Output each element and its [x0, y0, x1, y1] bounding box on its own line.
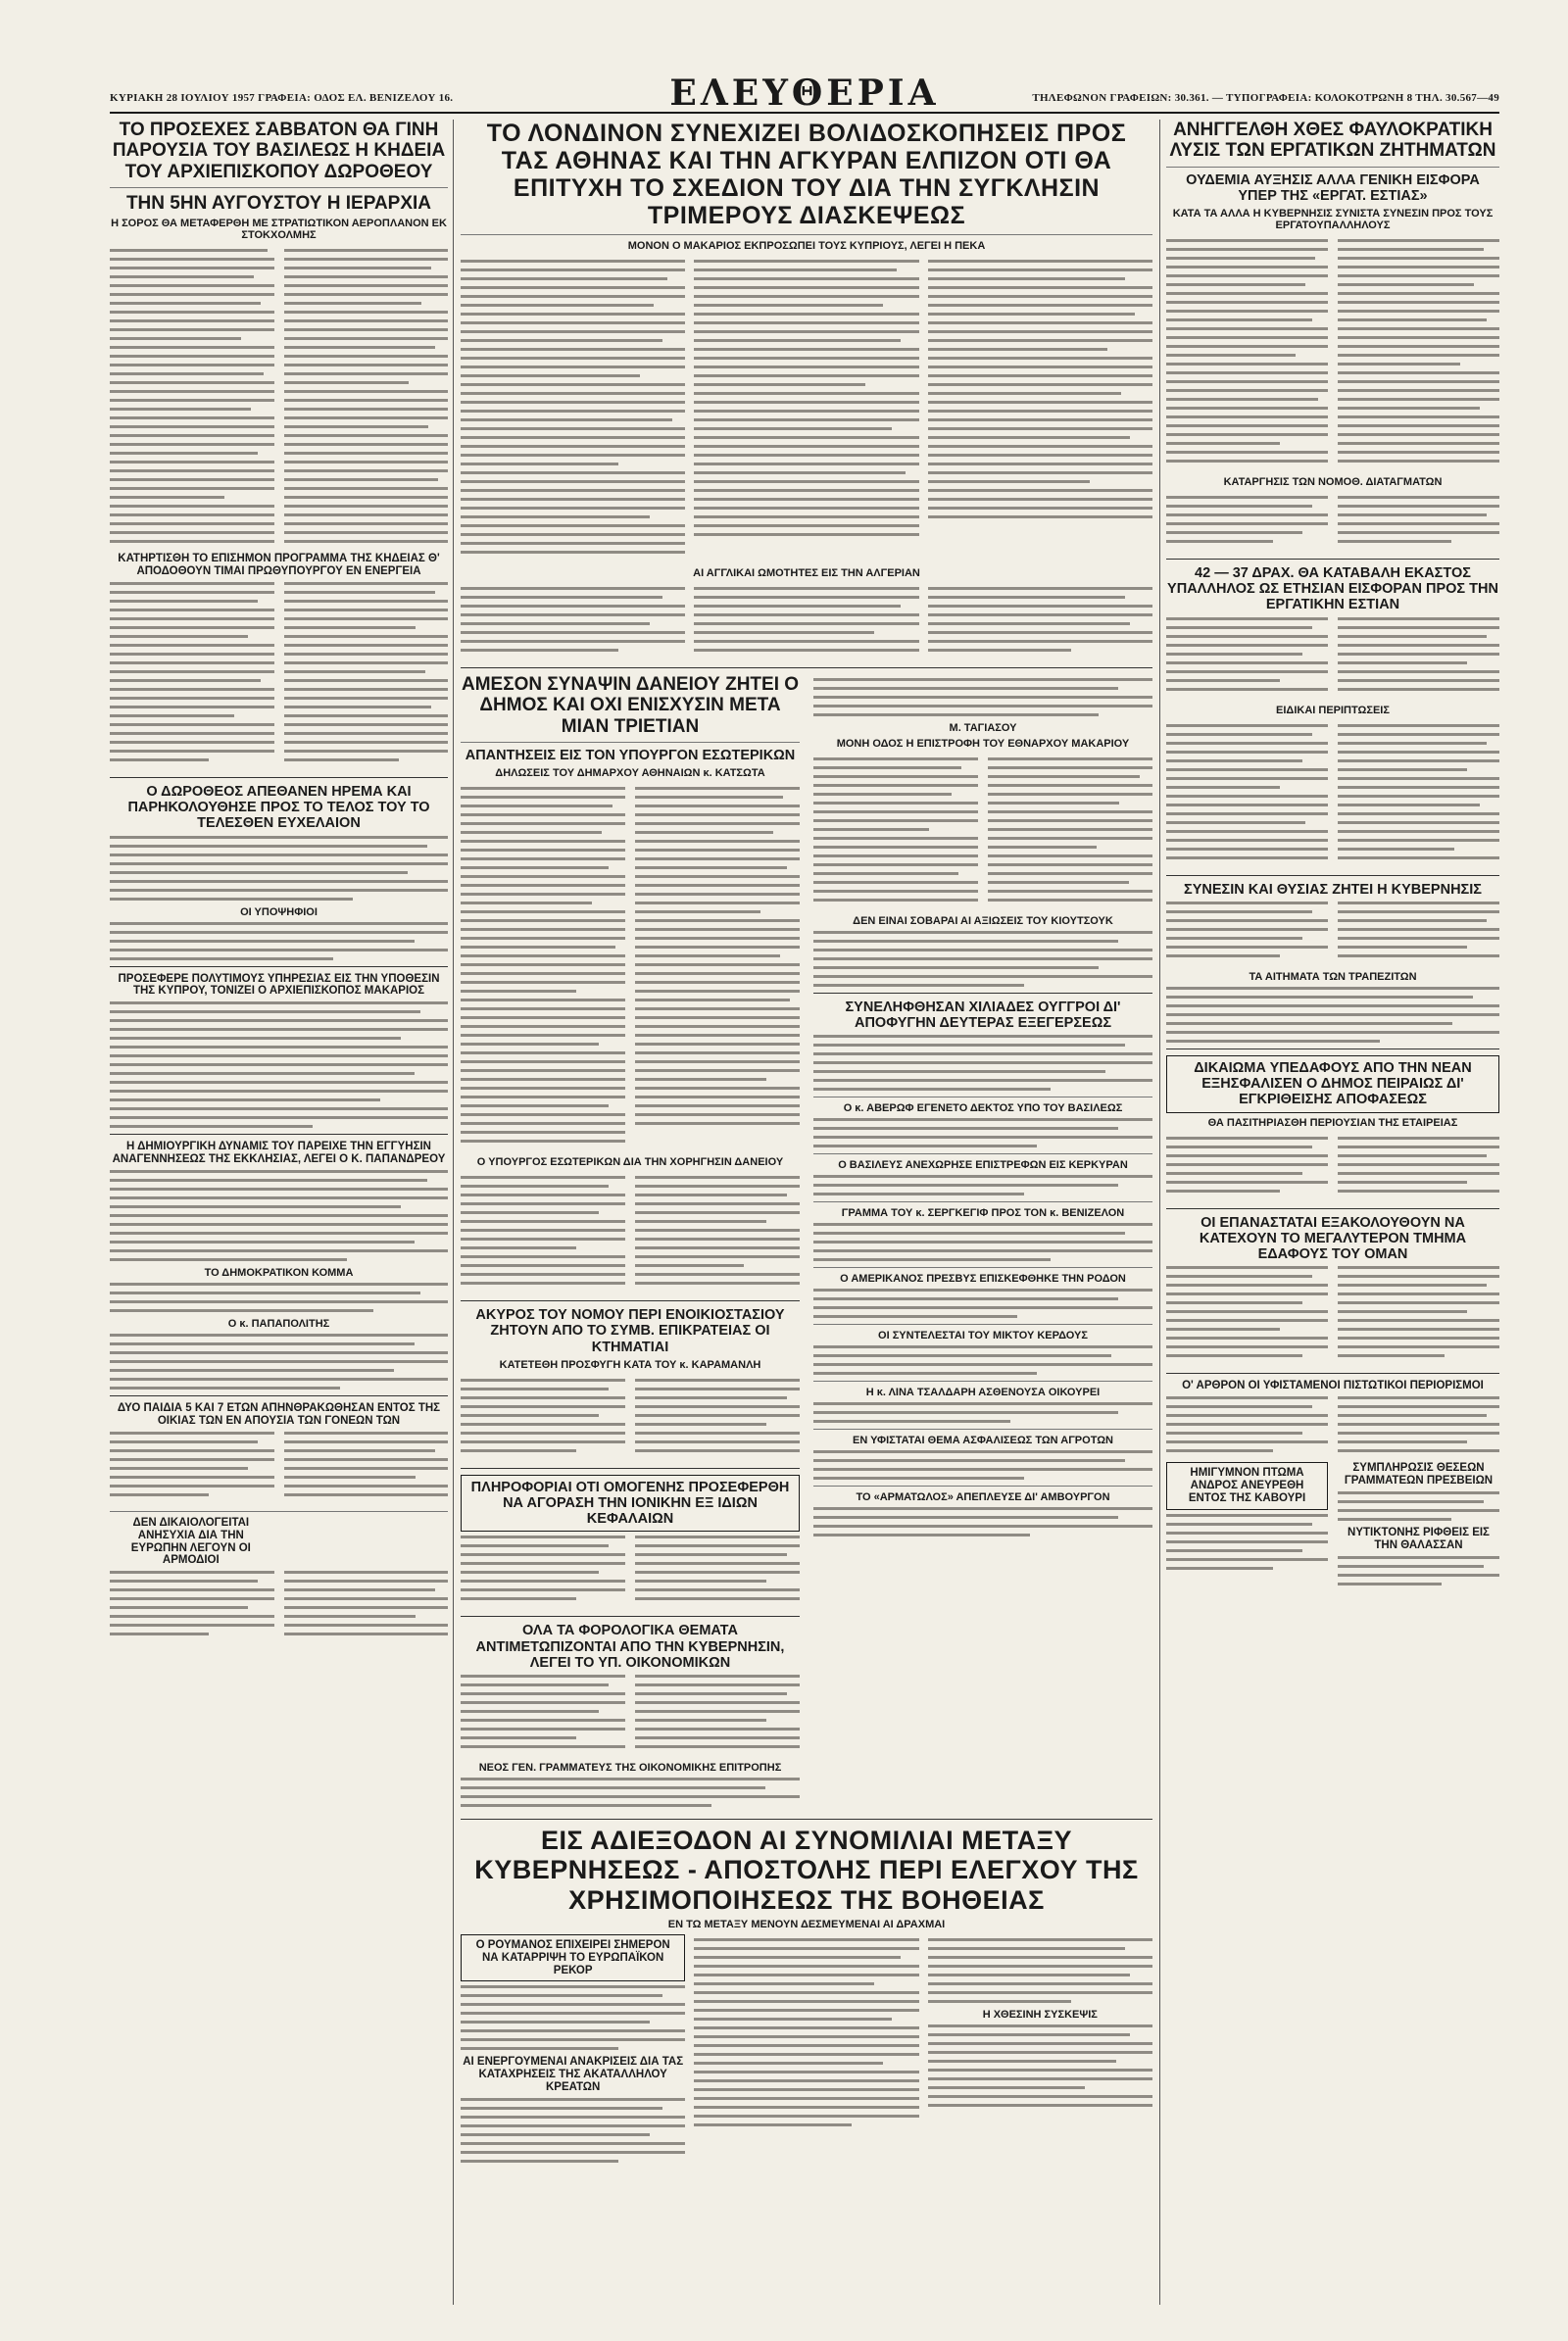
article-body — [928, 587, 1152, 658]
article-body — [110, 1170, 448, 1261]
article-body — [635, 1536, 800, 1606]
article-subhead: ΤΟ ΔΗΜΟΚΡΑΤΙΚΟΝ ΚΟΜΜΑ — [204, 1267, 354, 1280]
article-headline: ΣΥΝΕΛΗΦΘΗΣΑΝ ΧΙΛΙΑΔΕΣ ΟΥΓΓΡΟΙ ΔΙ' ΑΠΟΦΥΓΗΝ ΔΕΥΤΕΡΑΣ ΕΞΕΓΕΡΣΕΩΣ — [845, 1000, 1121, 1032]
byline: Μ. ΤΑΓΙΑΣΟΥ — [949, 722, 1017, 734]
article-headline: ΣΥΜΠΛΗΡΩΣΙΣ ΘΕΣΕΩΝ ΓΡΑΜΜΑΤΕΩΝ ΠΡΕΣΒΕΙΩΝ — [1344, 1462, 1494, 1488]
article-headline: ΚΑΤΗΡΤΙΣΘΗ ΤΟ ΕΠΙΣΗΜΟΝ ΠΡΟΓΡΑΜΜΑ ΤΗΣ ΚΗΔΕΙΑΣ Θ' ΑΠΟΔΟΘΟΥΝ ΤΙΜΑΙ ΠΡΩΘΥΠΟΥΡΓΟΥ ΕΝ ΕΝΕΡΓΕΙΑ — [118, 553, 440, 577]
article-subheadline: ΟΥΔΕΜΙΑ ΑΥΞΗΣΙΣ ΑΛΛΑ ΓΕΝΙΚΗ ΕΙΣΦΟΡΑ ΥΠΕΡ ΤΗΣ «ΕΡΓΑΤ. ΕΣΤΙΑΣ» — [1186, 171, 1480, 204]
rent-deck: ΚΑΤΕΤΕΘΗ ΠΡΟΣΦΥΓΗ ΚΑΤΑ ΤΟΥ κ. ΚΑΡΑΜΑΝΛΗ — [499, 1358, 761, 1371]
rent-headline: ΑΚΥΡΟΣ ΤΟΥ ΝΟΜΟΥ ΠΕΡΙ ΕΝΟΙΚΙΟΣΤΑΣΙΟΥ ΖΗΤΟΥΝ ΑΠΟ ΤΟ ΣΥΜΒ. ΕΠΙΚΡΑΤΕΙΑΣ ΟΙ ΚΤΗΜΑΤΙΑΙ — [475, 1307, 785, 1355]
article-body — [284, 1432, 449, 1502]
ionian-headline: ΠΛΗΡΟΦΟΡΙΑΙ ΟΤΙ ΟΜΟΓΕΝΗΣ ΠΡΟΣΕΦΕΡΘΗ ΝΑ ΑΓΟΡΑΣΗ ΤΗΝ ΙΟΝΙΚΗΝ ΕΞ ΙΔΙΩΝ ΚΕΦΑΛΑΙΩΝ — [461, 1475, 800, 1533]
article-body — [1166, 239, 1328, 468]
article-body — [813, 1035, 1152, 1091]
article-body — [813, 757, 978, 907]
main-headline: ΤΟ ΛΟΝΔΙΝΟΝ ΣΥΝΕΧΙΖΕΙ ΒΟΛΙΔΟΣΚΟΠΗΣΕΙΣ ΠΡΟΣ ΤΑΣ ΑΘΗΝΑΣ ΚΑΙ ΤΗΝ ΑΓΚΥΡΑΝ ΕΛΠΙΖΟΝ ΟΤΙ ΘΑ ΕΠΙΤΥΧΗ ΤΟ ΣΧΕΔΙΟΝ ΤΟΥ ΔΙΑ ΤΗΝ ΣΥΓΚΛΗΣΙΝ ΤΡΙΜΕΡΟΥΣ ΔΙΑΣΚΕΨΕΩΣ — [486, 120, 1127, 229]
article-body — [284, 582, 449, 767]
article-body — [1166, 1137, 1328, 1198]
article-body — [1338, 1137, 1499, 1198]
article-subhead: Ο κ. ΑΒΕΡΩΦ ΕΓΕΝΕΤΟ ΔΕΚΤΟΣ ΥΠΟ ΤΟΥ ΒΑΣΙΛΕΩΣ — [843, 1102, 1123, 1115]
column-center-right — [813, 674, 1152, 1813]
article-deck: ΚΑΤΑ ΤΑ ΑΛΛΑ Η ΚΥΒΕΡΝΗΣΙΣ ΣΥΝΙΣΤΑ ΣΥΝΕΣΙΝ ΠΡΟΣ ΤΟΥΣ ΕΡΓΑΤΟΥΠΑΛΛΗΛΟΥΣ — [1172, 208, 1494, 231]
article-body — [694, 1938, 918, 2165]
article-body — [1166, 1266, 1328, 1363]
article-body — [928, 1938, 1152, 2003]
record-headline: Ο ΡΟΥΜΑΝΟΣ ΕΠΙΧΕΙΡΕΙ ΣΗΜΕΡΟΝ ΝΑ ΚΑΤΑΡΡΙΨΗ ΤΟ ΕΥΡΩΠΑΪΚΟΝ ΡΕΚΟΡ — [461, 1934, 685, 1982]
article-body — [284, 249, 449, 549]
article-body — [813, 1450, 1152, 1480]
article-headline: ΝΥΤΙΚΤΟΝΗΣ ΡΙΦΘΕΙΣ ΕΙΣ ΤΗΝ ΘΑΛΑΣΣΑΝ — [1348, 1526, 1490, 1551]
article-body — [1338, 724, 1499, 865]
article-body — [635, 1176, 800, 1291]
article-body — [1166, 987, 1499, 1043]
article-subhead: Ο ΒΑΣΙΛΕΥΣ ΑΝΕΧΩΡΗΣΕ ΕΠΙΣΤΡΕΦΩΝ ΕΙΣ ΚΕΡΚΥΡΑΝ — [838, 1159, 1128, 1172]
article-body — [1338, 902, 1499, 963]
article-subhead: ΤΑ ΑΙΤΗΜΑΤΑ ΤΩΝ ΤΡΑΠΕΖΙΤΩΝ — [1249, 970, 1417, 983]
column-right — [1166, 120, 1499, 2305]
article-subhead: ΝΕΟΣ ΓΕΝ. ΓΡΑΜΜΑΤΕΥΣ ΤΗΣ ΟΙΚΟΝΟΜΙΚΗΣ ΕΠΙΤΡΟΠΗΣ — [478, 1762, 782, 1775]
article-body — [635, 1675, 800, 1754]
article-body — [461, 1536, 625, 1606]
article-subhead: ΔΕΝ ΕΙΝΑΙ ΣΟΒΑΡΑΙ ΑΙ ΑΞΙΩΣΕΙΣ ΤΟΥ ΚΙΟΥΤΣΟΥΚ — [853, 915, 1113, 927]
article-body — [284, 1571, 449, 1641]
article-body — [1338, 239, 1499, 468]
article-subhead: Η ΧΘΕΣΙΝΗ ΣΥΣΚΕΨΙΣ — [982, 2008, 1098, 2021]
article-body — [461, 1778, 800, 1807]
article-subhead: ΕΙΔΙΚΑΙ ΠΕΡΙΠΤΩΣΕΙΣ — [1276, 704, 1390, 716]
article-body — [110, 1571, 274, 1641]
article-body — [110, 582, 274, 767]
loan-subheadline: ΑΠΑΝΤΗΣΕΙΣ ΕΙΣ ΤΟΝ ΥΠΟΥΡΓΟΝ ΕΣΩΤΕΡΙΚΩΝ — [465, 747, 796, 763]
column-rule — [453, 120, 454, 2305]
main-deck: ΜΟΝΟΝ Ο ΜΑΚΑΡΙΟΣ ΕΚΠΡΟΣΩΠΕΙ ΤΟΥΣ ΚΥΠΡΙΟΥΣ, ΛΕΓΕΙ Η ΠΕΚΑ — [627, 240, 986, 252]
article-body — [635, 1379, 800, 1458]
article-body — [461, 1176, 625, 1291]
article-body — [694, 587, 918, 658]
article-body — [461, 1379, 625, 1458]
article-body — [813, 1402, 1152, 1423]
article-headline: ΟΙ ΕΠΑΝΑΣΤΑΤΑΙ ΕΞΑΚΟΛΟΥΘΟΥΝ ΝΑ ΚΑΤΕΧΟΥΝ ΤΟ ΜΕΓΑΛΥΤΕΡΟΝ ΤΜΗΜΑ ΕΔΑΦΟΥΣ ΤΟΥ ΟΜΑΝ — [1199, 1214, 1467, 1263]
article-body — [110, 1334, 448, 1390]
article-body — [813, 931, 1152, 987]
article-body — [1338, 1396, 1499, 1458]
article-body — [928, 2024, 1152, 2107]
masthead-date-address: ΚΥΡΙΑΚΗ 28 ΙΟΥΛΙΟΥ 1957 ΓΡΑΦΕΙΑ: ΟΔΟΣ ΕΛ. ΒΕΝΙΖΕΛΟΥ 16. — [110, 92, 454, 104]
lead-deck: Η ΣΟΡΟΣ ΘΑ ΜΕΤΑΦΕΡΘΗ ΜΕ ΣΤΡΑΤΙΩΤΙΚΟΝ ΑΕΡΟΠΛΑΝΟΝ ΕΚ ΣΤΟΚΧΟΛΜΗΣ — [111, 218, 447, 242]
article-body — [1338, 1266, 1499, 1363]
article-body — [461, 2098, 685, 2163]
article-subhead: ΟΙ ΣΥΝΤΕΛΕΣΤΑΙ ΤΟΥ ΜΙΚΤΟΥ ΚΕΡΔΟΥΣ — [878, 1330, 1088, 1342]
article-subhead: Ο ΥΠΟΥΡΓΟΣ ΕΣΩΤΕΡΙΚΩΝ ΔΙΑ ΤΗΝ ΧΟΡΗΓΗΣΙΝ ΔΑΝΕΙΟΥ — [476, 1156, 784, 1169]
article-subhead: Η κ. ΛΙΝΑ ΤΣΑΛΔΑΡΗ ΑΣΘΕΝΟΥΣΑ ΟΙΚΟΥΡΕΙ — [865, 1387, 1101, 1399]
article-headline: ΗΜΙΓΥΜΝΟΝ ΠΤΩΜΑ ΑΝΔΡΟΣ ΑΝΕΥΡΕΘΗ ΕΝΤΟΣ ΤΗΣ ΚΑΒΟΥΡΙ — [1166, 1462, 1328, 1510]
article-body — [813, 1345, 1152, 1375]
article-deck: ΘΑ ΠΑΣΙΤΗΡΙΑΣΘΗ ΠΕΡΙΟΥΣΙΑΝ ΤΗΣ ΕΤΑΙΡΕΙΑΣ — [1207, 1116, 1458, 1129]
center-spread — [461, 120, 1152, 2305]
article-body — [461, 260, 685, 560]
article-body — [988, 757, 1152, 907]
article-headline: ΑΝΗΓΓΕΛΘΗ ΧΘΕΣ ΦΑΥΛΟΚΡΑΤΙΚΗ ΛΥΣΙΣ ΤΩΝ ΕΡΓΑΤΙΚΩΝ ΖΗΤΗΜΑΤΩΝ — [1169, 120, 1496, 162]
loan-deck: ΔΗΛΩΣΕΙΣ ΤΟΥ ΔΗΜΑΡΧΟΥ ΑΘΗΝΑΙΩΝ κ. ΚΑΤΣΩΤΑ — [495, 767, 765, 780]
article-body — [635, 787, 800, 1148]
tax-headline: ΟΛΑ ΤΑ ΦΟΡΟΛΟΓΙΚΑ ΘΕΜΑΤΑ ΑΝΤΙΜΕΤΩΠΙΖΟΝΤΑΙ ΑΠΟ ΤΗΝ ΚΥΒΕΡΝΗΣΙΝ, ΛΕΓΕΙ ΤΟ ΥΠ. ΟΙΚΟΝΟΜΙΚΩΝ — [475, 1623, 785, 1671]
article-subhead: ΟΙ ΥΠΟΨΗΦΙΟΙ — [240, 905, 318, 918]
article-body — [813, 1289, 1152, 1318]
article-headline: ΠΡΟΣΕΦΕΡΕ ΠΟΛΥΤΙΜΟΥΣ ΥΠΗΡΕΣΙΑΣ ΕΙΣ ΤΗΝ ΥΠΟΘΕΣΙΝ ΤΗΣ ΚΥΠΡΟΥ, ΤΟΝΙΖΕΙ Ο ΑΡΧΙΕΠΙΣΚΟΠΟΣ ΜΑΚΑΡΙΟΣ — [118, 972, 440, 998]
article-headline: ΔΥΟ ΠΑΙΔΙΑ 5 ΚΑΙ 7 ΕΤΩΝ ΑΠΗΝΘΡΑΚΩΘΗΣΑΝ ΕΝΤΟΣ ΤΗΣ ΟΙΚΙΑΣ ΤΩΝ ΕΝ ΑΠΟΥΣΙΑ ΤΩΝ ΓΟΝΕΩΝ ΤΩΝ — [117, 1402, 441, 1427]
aid-headline: ΕΙΣ ΑΔΙΕΞΟΔΟΝ ΑΙ ΣΥΝΟΜΙΛΙΑΙ ΜΕΤΑΞΥ ΚΥΒΕΡΝΗΣΕΩΣ - ΑΠΟΣΤΟΛΗΣ ΠΕΡΙ ΕΛΕΓΧΟΥ ΤΗΣ ΧΡΗΣΙΜΟΠΟΙΗΣΕΩΣ ΤΗΣ ΒΟΗΘΕΙΑΣ — [474, 1826, 1139, 1915]
column-rule — [1159, 120, 1160, 2305]
article-body — [813, 1507, 1152, 1536]
article-body — [110, 1432, 274, 1502]
article-body — [1338, 1491, 1499, 1521]
lead-headline: ΤΟ ΠΡΟΣΕΧΕΣ ΣΑΒΒΑΤΟΝ ΘΑ ΓΙΝΗ ΠΑΡΟΥΣΙΑ ΤΟΥ ΒΑΣΙΛΕΩΣ Η ΚΗΔΕΙΑ ΤΟΥ ΑΡΧΙΕΠΙΣΚΟΠΟΥ ΔΩΡΟΘΕΟΥ — [112, 120, 446, 182]
article-body — [1166, 496, 1328, 549]
newspaper-title: ΕΛΕΥΘΕΡΙΑ — [669, 73, 940, 114]
article-headline: Η ΔΗΜΙΟΥΡΓΙΚΗ ΔΥΝΑΜΙΣ ΤΟΥ ΠΑΡΕΙΧΕ ΤΗΝ ΕΓΓΥΗΣΙΝ ΑΝΑΓΕΝΝΗΣΕΩΣ ΤΗΣ ΕΚΚΛΗΣΙΑΣ, ΛΕΓΕΙ Ο Κ. ΠΑΠΑΝΔΡΕΟΥ — [112, 1141, 446, 1166]
article-body — [110, 1001, 448, 1128]
loan-headline: ΑΜΕΣΟΝ ΣΥΝΑΨΙΝ ΔΑΝΕΙΟΥ ΖΗΤΕΙ Ο ΔΗΜΟΣ ΚΑΙ ΟΧΙ ΕΝΙΣΧΥΣΙΝ ΜΕΤΑ ΜΙΑΝ ΤΡΙΕΤΙΑΝ — [461, 674, 800, 737]
article-body — [1338, 496, 1499, 549]
article-body — [1338, 1556, 1499, 1585]
article-headline: ΔΕΝ ΔΙΚΑΙΟΛΟΓΕΙΤΑΙ ΑΝΗΣΥΧΙΑ ΔΙΑ ΤΗΝ ΕΥΡΩΠΗΝ ΛΕΓΟΥΝ ΟΙ ΑΡΜΟΔΙΟΙ — [130, 1516, 251, 1567]
masthead — [110, 73, 1499, 114]
article-subhead: ΓΡΑΜΜΑ ΤΟΥ κ. ΣΕΡΓΚΕΓΙΦ ΠΡΟΣ ΤΟΝ κ. ΒΕΝΙΖΕΛΟΝ — [841, 1207, 1125, 1220]
article-headline: ΑΙ ΕΝΕΡΓΟΥΜΕΝΑΙ ΑΝΑΚΡΙΣΕΙΣ ΔΙΑ ΤΑΣ ΚΑΤΑΧΡΗΣΕΙΣ ΤΗΣ ΑΚΑΤΑΛΛΗΛΟΥ ΚΡΕΑΤΩΝ — [463, 2056, 684, 2094]
article-subhead: ΜΟΝΗ ΟΔΟΣ Η ΕΠΙΣΤΡΟΦΗ ΤΟΥ ΕΘΝΑΡΧΟΥ ΜΑΚΑΡΙΟΥ — [836, 738, 1130, 750]
article-headline: ΣΥΝΕΣΙΝ ΚΑΙ ΘΥΣΙΑΣ ΖΗΤΕΙ Η ΚΥΒΕΡΝΗΣΙΣ — [1184, 881, 1482, 898]
article-body — [1166, 1396, 1328, 1458]
article-body — [928, 260, 1152, 560]
article-body — [110, 249, 274, 549]
article-body — [1338, 617, 1499, 697]
article-headline: Ο' ΑΡΘΡΟΝ ΟΙ ΥΦΙΣΤΑΜΕΝΟΙ ΠΙΣΤΩΤΙΚΟΙ ΠΕΡΙΟΡΙΣΜΟΙ — [1182, 1380, 1484, 1392]
column-left — [110, 120, 448, 2305]
article-subhead: ΑΙ ΑΓΓΛΙΚΑΙ ΩΜΟΤΗΤΕΣ ΕΙΣ ΤΗΝ ΑΛΓΕΡΙΑΝ — [693, 567, 920, 579]
article-body — [813, 1118, 1152, 1147]
article-body — [110, 1283, 448, 1312]
article-subhead: ΤΟ «ΑΡΜΑΤΩΛΟΣ» ΑΠΕΠΛΕΥΣΕ ΔΙ' ΑΜΒΟΥΡΓΟΝ — [856, 1491, 1110, 1504]
article-body — [1166, 724, 1328, 865]
article-subhead: ΕΝ ΥΦΙΣΤΑΤΑΙ ΘΕΜΑ ΑΣΦΑΛΙΣΕΩΣ ΤΩΝ ΑΓΡΟΤΩΝ — [853, 1435, 1113, 1447]
article-body — [461, 1675, 625, 1754]
article-subhead: ΚΑΤΑΡΓΗΣΙΣ ΤΩΝ ΝΟΜΟΘ. ΔΙΑΤΑΓΜΑΤΩΝ — [1223, 476, 1443, 488]
article-body — [461, 787, 625, 1148]
masthead-phones: ΤΗΛΕΦΩΝΟΝ ΓΡΑΦΕΙΩΝ: 30.361. — ΤΥΠΟΓΡΑΦΕΙΑ: ΚΟΛΟΚΟΤΡΩΝΗ 8 ΤΗΛ. 30.567—49 — [1032, 92, 1499, 104]
article-subhead: Ο κ. ΠΑΠΑΠΟΛΙΤΗΣ — [227, 1318, 330, 1331]
article-body — [110, 922, 448, 960]
article-body — [1166, 1514, 1328, 1570]
article-body — [813, 678, 1152, 716]
article-body — [1166, 902, 1328, 963]
article-body — [813, 1175, 1152, 1195]
article-body — [813, 1223, 1152, 1261]
article-body — [461, 1985, 685, 2050]
article-subhead: Ο ΑΜΕΡΙΚΑΝΟΣ ΠΡΕΣΒΥΣ ΕΠΙΣΚΕΦΘΗΚΕ ΤΗΝ ΡΟΔΟΝ — [840, 1273, 1126, 1286]
article-body — [694, 260, 918, 560]
article-body — [461, 587, 685, 658]
aid-deck: ΕΝ ΤΩ ΜΕΤΑΞΥ ΜΕΝΟΥΝ ΔΕΣΜΕΥΜΕΝΑΙ ΑΙ ΔΡΑΧΜΑΙ — [667, 1918, 946, 1930]
article-body — [110, 836, 448, 901]
article-headline: 42 — 37 ΔΡΑΧ. ΘΑ ΚΑΤΑΒΑΛΗ ΕΚΑΣΤΟΣ ΥΠΑΛΛΗΛΟΣ ΩΣ ΕΤΗΣΙΑΝ ΕΙΣΦΟΡΑΝ ΠΡΟΣ ΤΗΝ ΕΡΓΑΤΙΚΗΝ ΕΣΤΙΑΝ — [1167, 565, 1498, 613]
article-headline: Ο ΔΩΡΟΘΕΟΣ ΑΠΕΘΑΝΕΝ ΗΡΕΜΑ ΚΑΙ ΠΑΡΗΚΟΛΟΥΘΗΣΕ ΠΡΟΣ ΤΟ ΤΕΛΟΣ ΤΟΥ ΤΟ ΤΕΛΕΣΘΕΝ ΕΥΧΕΛΑΙΟΝ — [127, 783, 430, 832]
article-body — [1166, 617, 1328, 697]
article-headline: ΔΙΚΑΙΩΜΑ ΥΠΕΔΑΦΟΥΣ ΑΠΟ ΤΗΝ ΝΕΑΝ ΕΞΗΣΦΑΛΙΣΕΝ Ο ΔΗΜΟΣ ΠΕΙΡΑΙΩΣ ΔΙ' ΕΓΚΡΙΘΕΙΣΗΣ ΑΠΟΦΑΣΕΩΣ — [1166, 1055, 1499, 1113]
lead-subheadline: ΤΗΝ 5ΗΝ ΑΥΓΟΥΣΤΟΥ Η ΙΕΡΑΡΧΙΑ — [125, 192, 432, 214]
